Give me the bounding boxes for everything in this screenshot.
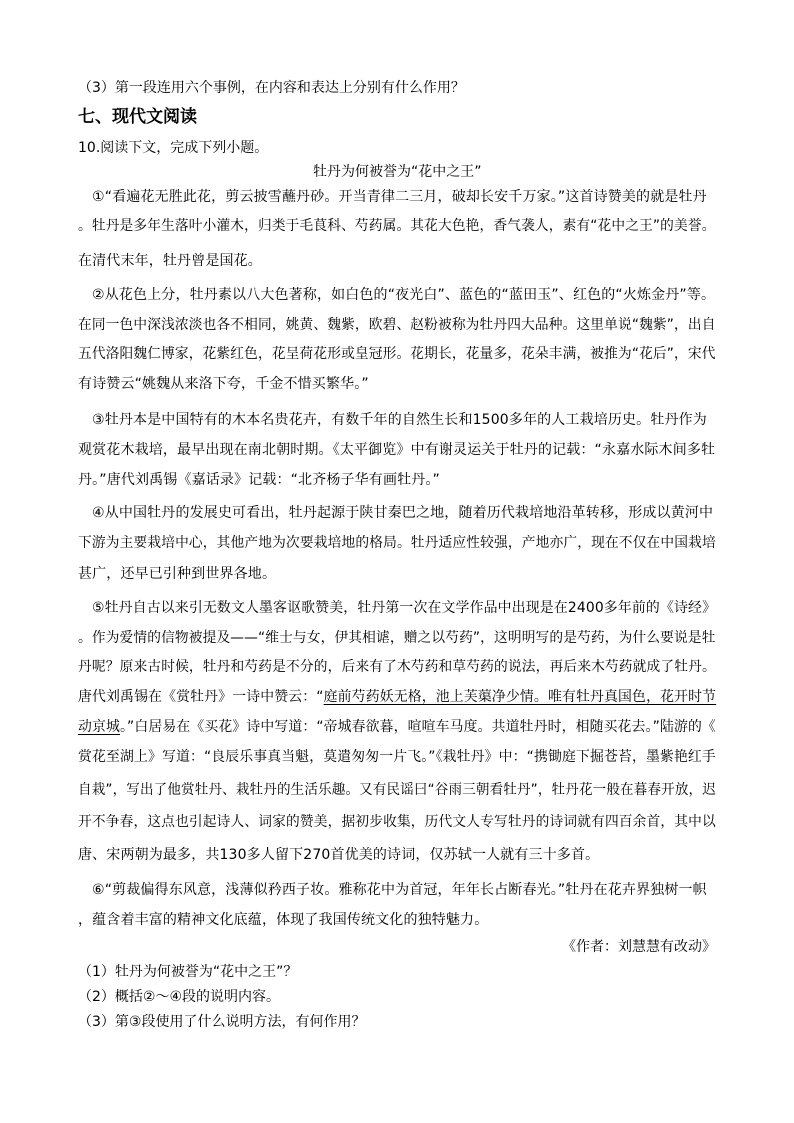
paragraph-5-text: 。”白居易在《买花》诗中写道：“帝城春欲暮，喧喧车马度。共道牡丹时，相随买花去。”陆游的《 <box>119 719 716 735</box>
question-1: （1）牡丹为何被誉为“花中之王”？ <box>78 964 298 980</box>
paragraph-2-line: ②从花色上分，牡丹素以八大色著称，如白色的“夜光白”、蓝色的“蓝田玉”、红色的“火炼金丹”等。 <box>92 287 716 303</box>
paragraph-5-text: 唐代刘禹锡在《赏牡丹》一诗中赞云：“ <box>78 689 324 705</box>
paragraph-1-line: ①“看遍花无胜此花，剪云披雪蘸丹砂。开当青律二三月，破却长安千万家。”这首诗赞美的就是牡丹 <box>92 189 707 205</box>
paragraph-3-line: 丹。”唐代刘禹锡《嘉话录》记载：“北齐杨子华有画牡丹。” <box>78 472 440 488</box>
underlined-poem-text: 动京城 <box>78 719 120 735</box>
paragraph-3-line: ③牡丹本是中国特有的木本名贵花卉，有数千年的自然生长和1500多年的人工栽培历史。牡丹作为 <box>92 412 707 428</box>
paragraph-2-line: 有诗赞云“姚魏从来洛下夸，千金不惜买繁华。” <box>78 376 369 392</box>
paragraph-6-line: ⑥“剪裁偏得东风意，浅薄似矜西子妆。雅称花中为首冠，年年长占断春光。”牡丹在花卉界独树一帜 <box>92 882 707 898</box>
paragraph-5-line: 。作为爱情的信物被提及——“维士与女，伊其相谑，赠之以芍药”，这明明写的是芍药，为什么要说是牡 <box>78 630 716 646</box>
question-3: （3）第③段使用了什么说明方法，有何作用？ <box>78 1014 366 1030</box>
paragraph-1-line: 在清代末年，牡丹曾是国花。 <box>78 253 262 269</box>
question-2: （2）概括②～④段的说明内容。 <box>78 989 281 1005</box>
paragraph-4-line: 甚广，还早已引种到世界各地。 <box>78 566 277 582</box>
previous-question-3: （3）第一段连用六个事例，在内容和表达上分别有什么作用？ <box>78 80 465 96</box>
paragraph-2-line: 五代洛阳魏仁博家，花紫红色，花呈荷花形或皇冠形。花期长，花量多，花朵丰满，被推为“花后”，宋代 <box>78 346 716 362</box>
paragraph-4-line: 下游为主要栽培中心，其他产地为次要栽培地的格局。牡丹适应性较强，产地亦广，现在不仅在中国栽培 <box>78 535 716 551</box>
paragraph-2-line: 在同一色中深浅浓淡也各不相同，姚黄、魏紫，欧碧、赵粉被称为牡丹四大品种。这里单说“魏紫”，出自 <box>78 317 716 333</box>
paragraph-5-line: 赏花至湖上》写道：“良辰乐事真当魁，莫遣匆匆一片飞。”《栽牡丹》中：“携锄庭下掘苍苔，墨紫艳红手 <box>78 749 716 765</box>
paragraph-5-line: 唐、宋两朝为最多，共130多人留下270首优美的诗词，仅苏轼一人就有三十多首。 <box>78 847 600 863</box>
section-heading: 七、现代文阅读 <box>78 107 197 127</box>
paragraph-5-line <box>78 716 716 736</box>
paragraph-6-line: ，蕴含着丰富的精神文化底蕴，体现了我国传统文化的独特魅力。 <box>78 912 489 928</box>
paragraph-4-line: ④从中国牡丹的发展史可看出，牡丹起源于陕甘秦巴之地，随着历代栽培地沿革转移，形成以黄河中 <box>92 505 714 521</box>
article-title: 牡丹为何被誉为“花中之王” <box>313 164 482 180</box>
paragraph-1-line: 。牡丹是多年生落叶小灌木，归类于毛茛科、芍药属。其花大色艳，香气袭人，素有“花中之王”的美誉。 <box>78 218 716 234</box>
reading-instruction: 10.阅读下文，完成下列小题。 <box>78 140 269 156</box>
paragraph-5-line <box>78 686 716 706</box>
paragraph-5-line: 丹呢？原来古时候，牡丹和芍药是不分的，后来有了木芍药和草芍药的说法，再后来木芍药就成了牡丹。 <box>78 659 716 675</box>
author-source: 《作者：刘慧慧有改动》 <box>562 939 716 955</box>
paragraph-5-line: 开不争春，这点也引起诗人、词家的赞美，据初步收集，历代文人专写牡丹的诗词就有四百余首，其中以 <box>78 814 716 830</box>
paragraph-3-line: 观赏花木栽培，最早出现在南北朝时期。《太平御览》中有谢灵运关于牡丹的记载：“永嘉水际木间多牡 <box>78 442 716 458</box>
underlined-poem-text: 庭前芍药妖无格，池上芙蕖净少情。唯有牡丹真国色，花开时节 <box>323 689 717 705</box>
paragraph-5-line: 自栽”，写出了他赏牡丹、栽牡丹的生活乐趣。又有民谣曰“谷雨三朝看牡丹”，牡丹花一般在暮春开放，迟 <box>78 782 716 798</box>
paragraph-5-line: ⑤牡丹自古以来引无数文人墨客讴歌赞美，牡丹第一次在文学作品中出现是在2400多年前的《诗经》 <box>92 600 717 616</box>
